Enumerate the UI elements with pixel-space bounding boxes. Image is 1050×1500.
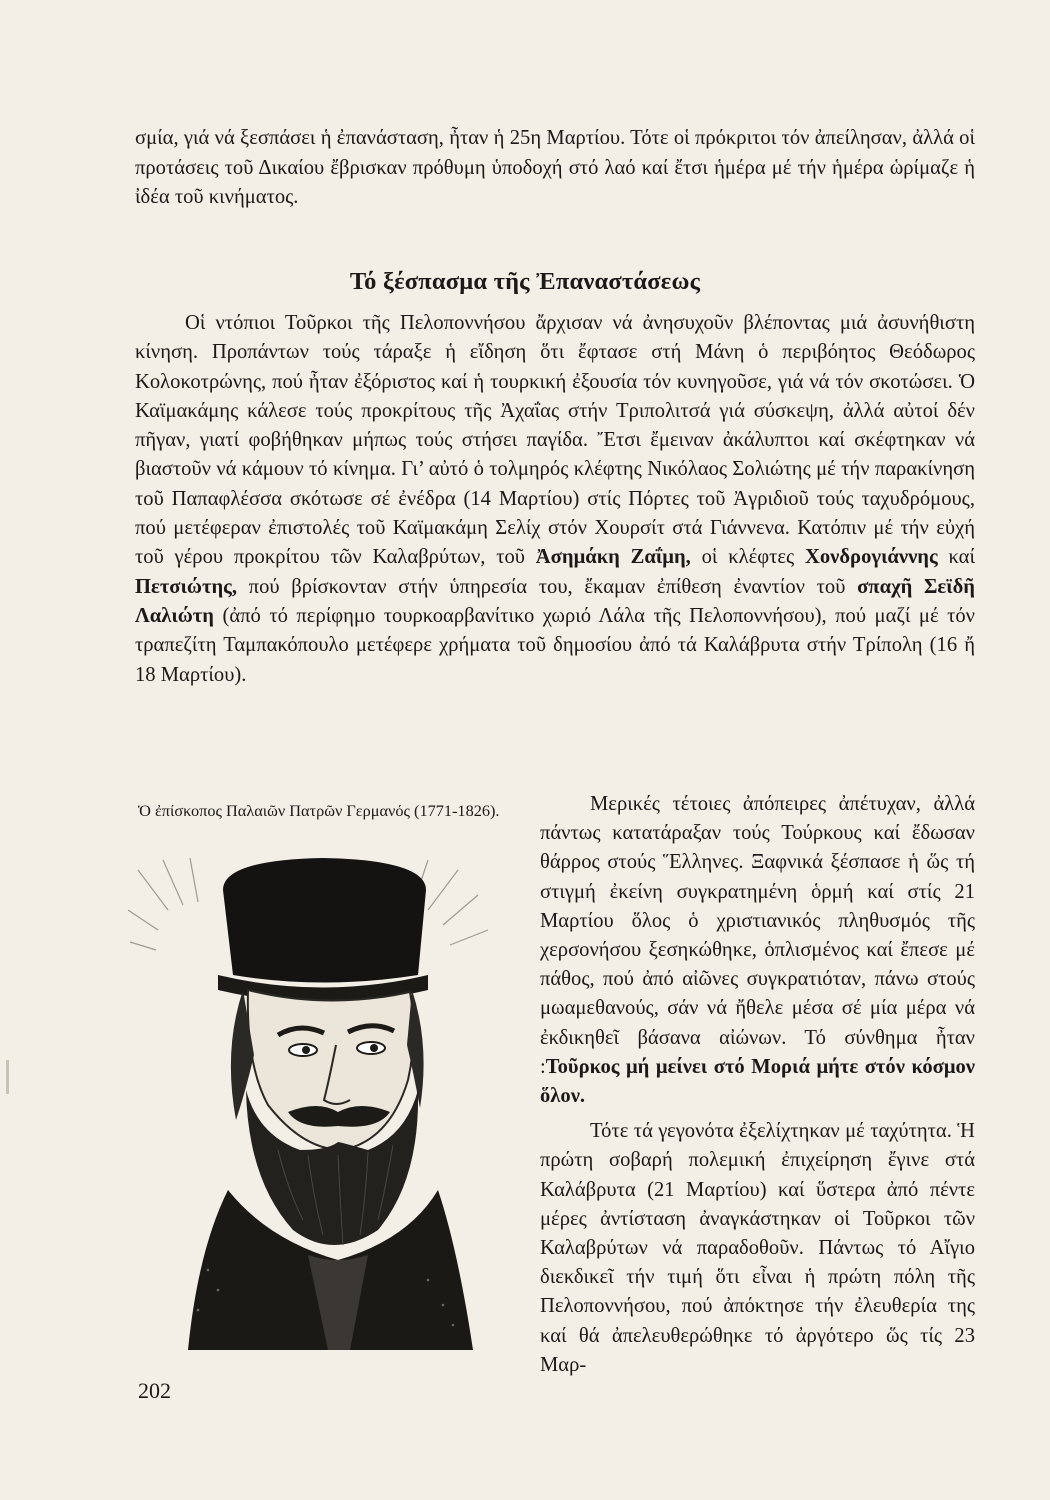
main-text-part-2: οἱ κλέφτες — [690, 546, 805, 569]
name-asimakis-zaimis: Ἀσημάκη Ζαΐμη, — [535, 546, 691, 569]
margin-mark — [6, 1060, 9, 1094]
main-paragraph-text — [135, 309, 975, 690]
section-heading: Τό ξέσπασμα τῆς Ἐπαναστάσεως — [349, 268, 701, 295]
main-text-part-4: πού βρίσκονταν στήν ὑπηρεσία του, ἔκαμαν ἐπίθεση ἐναντίον τοῦ — [236, 575, 858, 598]
main-paragraph — [135, 309, 975, 690]
intro-paragraph — [135, 124, 975, 213]
page-number: 202 — [138, 1378, 171, 1403]
main-text-part-1: Οἱ ντόπιοι Τοῦρκοι τῆς Πελοποννήσου ἄρχισαν νά ἀνησυχοῦν βλέποντας μιά ἀσυνήθιστη κίνηση. Προπάντων τούς τάραξε ἡ εἴδηση ὅτι ἔφτασε στή Μάνη ὁ περιβόητος Θεόδωρος Κολοκοτρώνης, πού ἦταν ἐξόριστος καί ἡ τουρκική ἐξουσία τόν κυνηγοῦσε, γιά νά τόν σκοτώσει. Ὁ Καϊμακάμης κάλεσε τούς προκρίτους τῆς Ἀχαΐας στήν Τριπολιτσά γιά σύσκεψη, ἀλλά αὐτοί δέν πῆγαν, γιατί φοβήθηκαν μήπως τούς στήσει παγίδα. Ἔτσι ἔμειναν ἀκάλυπτοι καί σκέφτηκαν νά βιαστοῦν νά κάμουν τό κίνημα. Γι’ αὐτό ὁ τολμηρός κλέφτης Νικόλαος Σολιώτης μέ τήν παρακίνηση τοῦ Παπαφλέσσα σκότωσε σέ ἐνέδρα (14 Μαρτίου) στίς Πόρτες τοῦ Ἀγριδιοῦ τούς ταχυδρόμους, πού μετέφεραν ἐπιστολές τοῦ Καϊμακάμη Σελίχ στόν Χουρσίτ στά Γιάννενα. Κατόπιν μέ τήν εὐχή τοῦ γέρου προκρίτου τῶν Καλαβρύτων, τοῦ — [135, 312, 975, 569]
slogan-text: Τοῦρκος μή μείνει στό Μοριά μήτε στόν κόσμον ὅλον. — [540, 1055, 975, 1108]
main-text-part-3: καί — [937, 546, 975, 569]
main-text-part-5: (ἀπό τό περίφημο τουρκοαρβανίτικο χωριό Λάλα τῆς Πελοποννήσου), πού μαζί μέ τόν τραπεζίτη Ταμπακόπουλο μετέφερε χρήματα τοῦ δημοσίου ἀπό τά Καλάβρυτα στήν Τρίπολη (16 ἤ 18 Μαρτίου). — [135, 604, 975, 686]
figure-caption: Ὁ ἐπίσκοπος Παλαιῶν Πατρῶν Γερμανός (1771-1826). — [138, 801, 500, 820]
right-paragraph-1 — [540, 790, 975, 1111]
name-chondrogiannis: Χονδρογιάννης — [804, 546, 938, 569]
name-petsiotis: Πετσιώτης, — [135, 575, 237, 598]
right-column-text — [540, 790, 975, 1380]
right-paragraph-2: Τότε τά γεγονότα ἐξελίχτηκαν μέ ταχύτητα. Ἡ πρώτη σοβαρή πολεμική ἐπιχείρηση ἔγινε στά Καλάβρυτα (21 Μαρτίου) καί ὕστερα ἀπό πέντε μέρες ἀντίσταση ἀναγκάστηκαν οἱ Τοῦρκοι τῶν Καλαβρύτων νά παραδοθοῦν. Πάντως τό Αἴγιο διεκδικεῖ τήν τιμή ὅτι εἶναι ἡ πρώτη πόλη τῆς Πελοποννήσου, πού ἀπόκτησε τήν ἐλευθερία της καί θά ἀπελευθερώθηκε τό ἀργότερο ὥς τίς 23 Μαρ- — [540, 1120, 975, 1376]
bishop-portrait-illustration — [128, 850, 508, 1350]
right-text-1: Μερικές τέτοιες ἀπόπειρες ἀπέτυχαν, ἀλλά πάντως κατατάραξαν τούς Τούρκους καί ἔδωσαν θάρρος στούς Ἕλληνες. Ξαφνικά ξέσπασε ἡ ὥς τή στιγμή ἐκείνη συγκρατημένη ὁρμή καί στίς 21 Μαρτίου ὅλος ὁ χριστιανικός πληθυσμός τῆς χερσονήσου ξεσηκώθηκε, ὁπλισμένος καί ἔπεσε μέ πάθος, πού ἀπό αἰῶνες συγκρατιόταν, πάνω στούς μωαμεθανούς, σάν νά ἤθελε μέσα σέ μία μέρα νά ἐκδικηθεῖ βάσανα αἰώνων. Τό σύνθημα ἦταν : — [540, 793, 975, 1078]
intro-text: σμία, γιά νά ξεσπάσει ἡ ἐπανάσταση, ἦταν ἡ 25η Μαρτίου. Τότε οἱ πρόκριτοι τόν ἀπείλησαν, ἀλλά οἱ προτάσεις τοῦ Δικαίου ἔβρισκαν πρόθυμη ὑποδοχή στό λαό καί ἔτσι ἡμέρα μέ τήν ἡμέρα ὡρίμαζε ἡ ἰδέα τοῦ κινήματος. — [135, 127, 975, 208]
name-seidis-laliotis: σπαχῆ Σεϊδῆ Λαλιώτη — [135, 575, 975, 627]
